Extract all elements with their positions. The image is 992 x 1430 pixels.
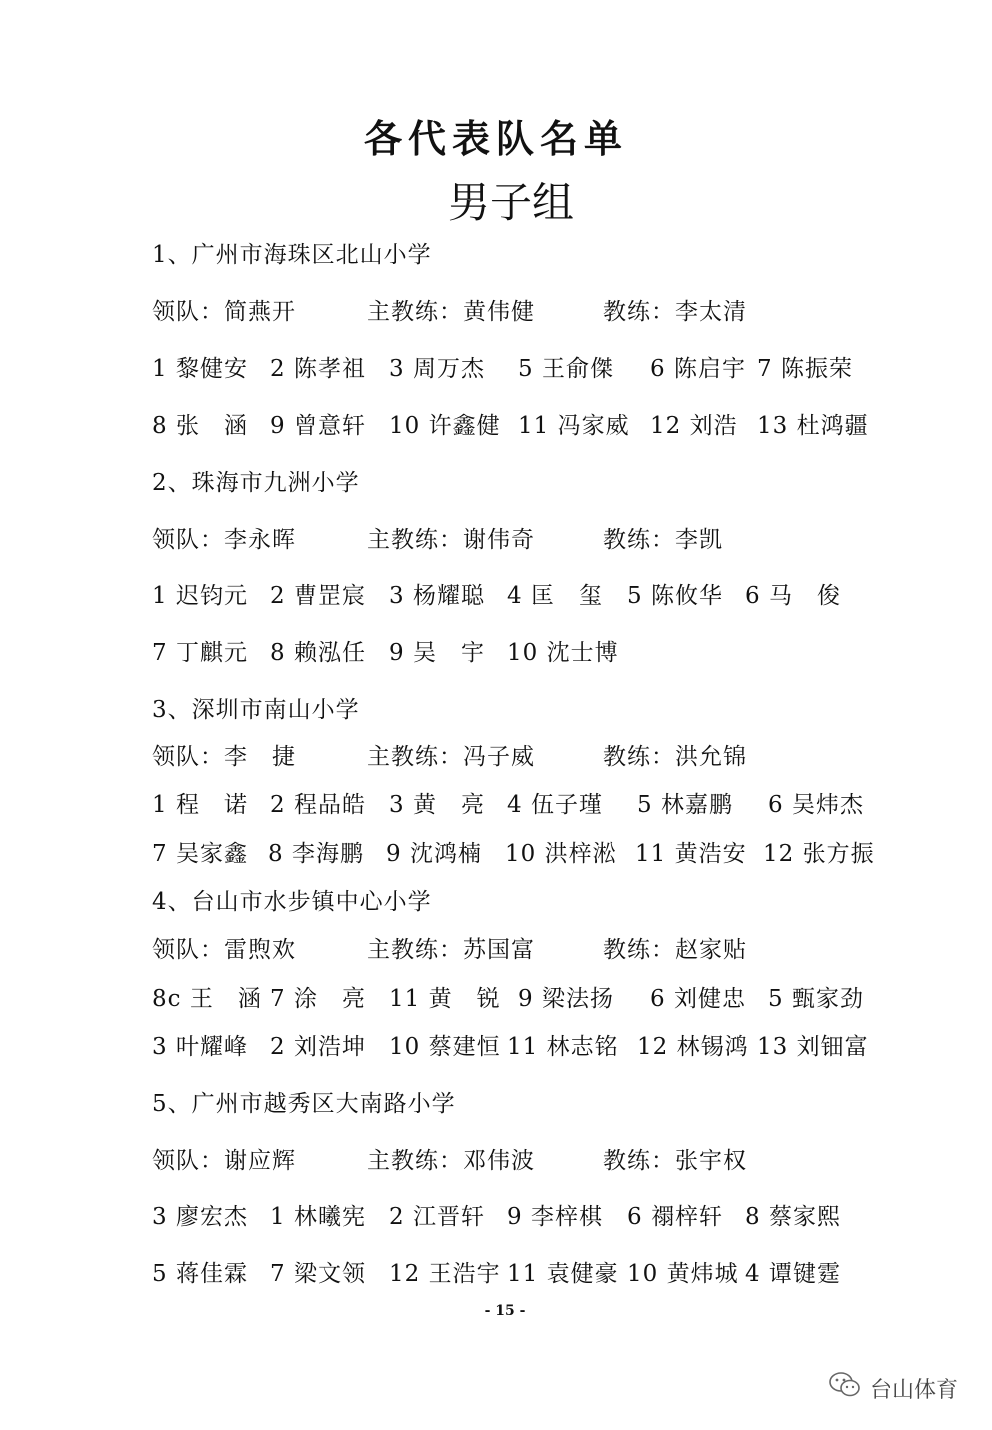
player-name: 1 黎健安 — [152, 356, 248, 382]
player-name: 4 谭键霆 — [745, 1261, 841, 1287]
team-head-coach: 主教练：黄伟健 — [367, 299, 535, 325]
player-name: 5 陈攸华 — [627, 583, 723, 609]
player-name: 6 吴炜杰 — [768, 792, 864, 818]
page-title: 各代表队名单 — [363, 116, 628, 161]
team-leader: 领队：谢应辉 — [152, 1148, 296, 1174]
team-head-coach: 主教练：冯子威 — [367, 744, 535, 770]
wechat-icon — [800, 1346, 870, 1430]
player-name: 3 廖宏杰 — [152, 1204, 248, 1230]
team-coach: 教练：洪允锦 — [603, 744, 747, 770]
player-name: 7 涂 亮 — [270, 986, 366, 1012]
player-name: 6 马 俊 — [745, 583, 841, 609]
player-name: 3 杨耀聪 — [389, 583, 485, 609]
player-name: 2 陈孝祖 — [270, 356, 366, 382]
player-name: 4 伍子瑾 — [507, 792, 603, 818]
player-name: 9 沈鸿楠 — [386, 841, 482, 867]
watermark-text: 台山体育 — [869, 1377, 958, 1403]
player-name: 11 林志铭 — [507, 1034, 619, 1060]
player-name: 3 黄 亮 — [389, 792, 485, 818]
player-name: 12 王浩宇 — [389, 1261, 501, 1287]
watermark — [800, 1346, 958, 1430]
player-name: 10 蔡建恒 — [389, 1034, 501, 1060]
player-name: 11 黄 锐 — [389, 986, 501, 1012]
team-school-name: 5、广州市越秀区大南路小学 — [152, 1091, 456, 1117]
page-subtitle: 男子组 — [447, 178, 574, 227]
team-school-name: 3、深圳市南山小学 — [152, 697, 360, 723]
player-name: 10 黄炜城 — [627, 1261, 739, 1287]
player-name: 9 李梓棋 — [507, 1204, 603, 1230]
player-name: 12 张方振 — [763, 841, 875, 867]
player-name: 12 刘浩 — [650, 413, 738, 439]
player-name: 8 李海鹏 — [268, 841, 364, 867]
team-head-coach: 主教练：谢伟奇 — [367, 527, 535, 553]
player-name: 12 林锡鸿 — [637, 1034, 749, 1060]
team-school-name: 4、台山市水步镇中心小学 — [152, 889, 432, 915]
player-name: 6 陈启宇 — [650, 356, 746, 382]
player-name: 6 禤梓轩 — [627, 1204, 723, 1230]
player-name: 8 张 涵 — [152, 413, 248, 439]
player-name: 2 刘浩坤 — [270, 1034, 366, 1060]
player-name: 11 冯家威 — [518, 413, 630, 439]
player-name: 3 叶耀峰 — [152, 1034, 248, 1060]
team-leader: 领队：雷煦欢 — [152, 937, 296, 963]
player-name: 11 黄浩安 — [635, 841, 747, 867]
player-name: 10 沈士博 — [507, 640, 619, 666]
player-name: 1 迟钧元 — [152, 583, 248, 609]
team-leader: 领队：李永晖 — [152, 527, 296, 553]
player-name: 2 江晋轩 — [389, 1204, 485, 1230]
page-number: - 15 - — [484, 1303, 526, 1319]
team-head-coach: 主教练：苏国富 — [367, 937, 535, 963]
player-name: 2 曹罡宸 — [270, 583, 366, 609]
team-school-name: 2、珠海市九洲小学 — [152, 470, 360, 496]
player-name: 8 蔡家熙 — [745, 1204, 841, 1230]
player-name: 9 曾意轩 — [270, 413, 366, 439]
player-name: 7 吴家鑫 — [152, 841, 248, 867]
team-coach: 教练：张宇权 — [603, 1148, 747, 1174]
player-name: 1 程 诺 — [152, 792, 248, 818]
player-name: 13 杜鸿疆 — [757, 413, 869, 439]
team-coach: 教练：李凯 — [603, 527, 723, 553]
team-head-coach: 主教练：邓伟波 — [367, 1148, 535, 1174]
player-name: 3 周万杰 — [389, 356, 485, 382]
team-coach: 教练：李太清 — [603, 299, 747, 325]
player-name: 9 梁法扬 — [518, 986, 614, 1012]
player-name: 10 许鑫健 — [389, 413, 501, 439]
player-name: 5 蒋佳霖 — [152, 1261, 248, 1287]
player-name: 7 陈振荣 — [757, 356, 853, 382]
player-name: 8 赖泓任 — [270, 640, 366, 666]
player-name: 8c 王 涵 — [152, 986, 262, 1012]
player-name: 5 林嘉鹏 — [637, 792, 733, 818]
player-name: 1 林曦宪 — [270, 1204, 366, 1230]
player-name: 9 吴 宇 — [389, 640, 485, 666]
player-name: 7 梁文领 — [270, 1261, 366, 1287]
team-coach: 教练：赵家贴 — [603, 937, 747, 963]
player-name: 5 王俞傑 — [518, 356, 614, 382]
player-name: 11 袁健豪 — [507, 1261, 619, 1287]
team-leader: 领队：简燕开 — [152, 299, 296, 325]
player-name: 5 甄家劲 — [768, 986, 864, 1012]
player-name: 13 刘钿富 — [757, 1034, 869, 1060]
team-leader: 领队：李 捷 — [152, 744, 296, 770]
player-name: 10 洪梓淞 — [505, 841, 617, 867]
player-name: 4 匡 玺 — [507, 583, 603, 609]
player-name: 2 程品皓 — [270, 792, 366, 818]
player-name: 7 丁麒元 — [152, 640, 248, 666]
player-name: 6 刘健忠 — [650, 986, 746, 1012]
team-school-name: 1、广州市海珠区北山小学 — [152, 242, 432, 268]
